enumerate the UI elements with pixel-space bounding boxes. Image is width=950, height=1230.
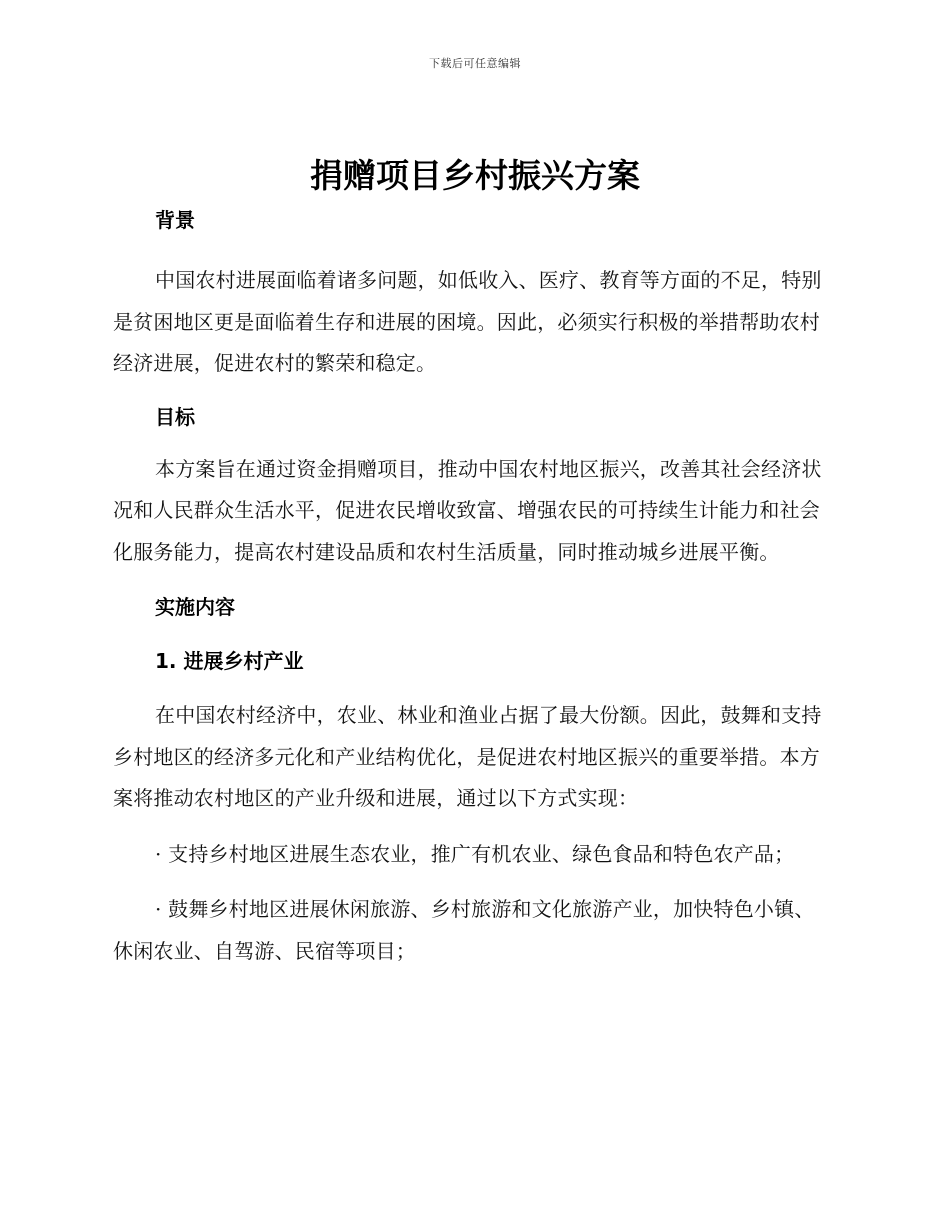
section-heading-background: 背景 bbox=[155, 208, 195, 232]
bullet-item: · 支持乡村地区进展生态农业，推广有机农业、绿色食品和特色农产品； bbox=[155, 841, 795, 866]
document-title: 捐赠项目乡村振兴方案 bbox=[310, 156, 640, 195]
paragraph-rural-industry: 在中国农村经济中，农业、林业和渔业占据了最大份额。因此，鼓舞和支持乡村地区的经济多元化和产业结构优化，是促进农村地区振兴的重要举措。本方案将推动农村地区的产业升级和进展，通过以下方式实现： bbox=[113, 703, 822, 810]
paragraph-goal: 本方案旨在通过资金捐赠项目，推动中国农村地区振兴，改善其社会经济状况和人民群众生活水平，促进农民增收致富、增强农民的可持续生计能力和社会化服务能力，提高农村建设品质和农村生活质量，同时推动城乡进展平衡。 bbox=[113, 456, 822, 564]
bullet-item: · 鼓舞乡村地区进展休闲旅游、乡村旅游和文化旅游产业，加快特色小镇、休闲农业、自驾游、民宿等项目； bbox=[113, 897, 815, 963]
section-heading-goal: 目标 bbox=[155, 404, 195, 429]
section-heading-implementation: 实施内容 bbox=[155, 595, 235, 619]
paragraph-background: 中国农村进展面临着诸多问题，如低收入、医疗、教育等方面的不足，特别是贫困地区更是面临着生存和进展的困境。因此，必须实行积极的举措帮助农村经济进展，促进农村的繁荣和稳定。 bbox=[113, 268, 822, 375]
document-body bbox=[113, 200, 833, 972]
subsection-heading-rural-industry: 1. 进展乡村产业 bbox=[155, 649, 304, 673]
page-header-note: 下载后可任意编辑 bbox=[429, 57, 521, 70]
